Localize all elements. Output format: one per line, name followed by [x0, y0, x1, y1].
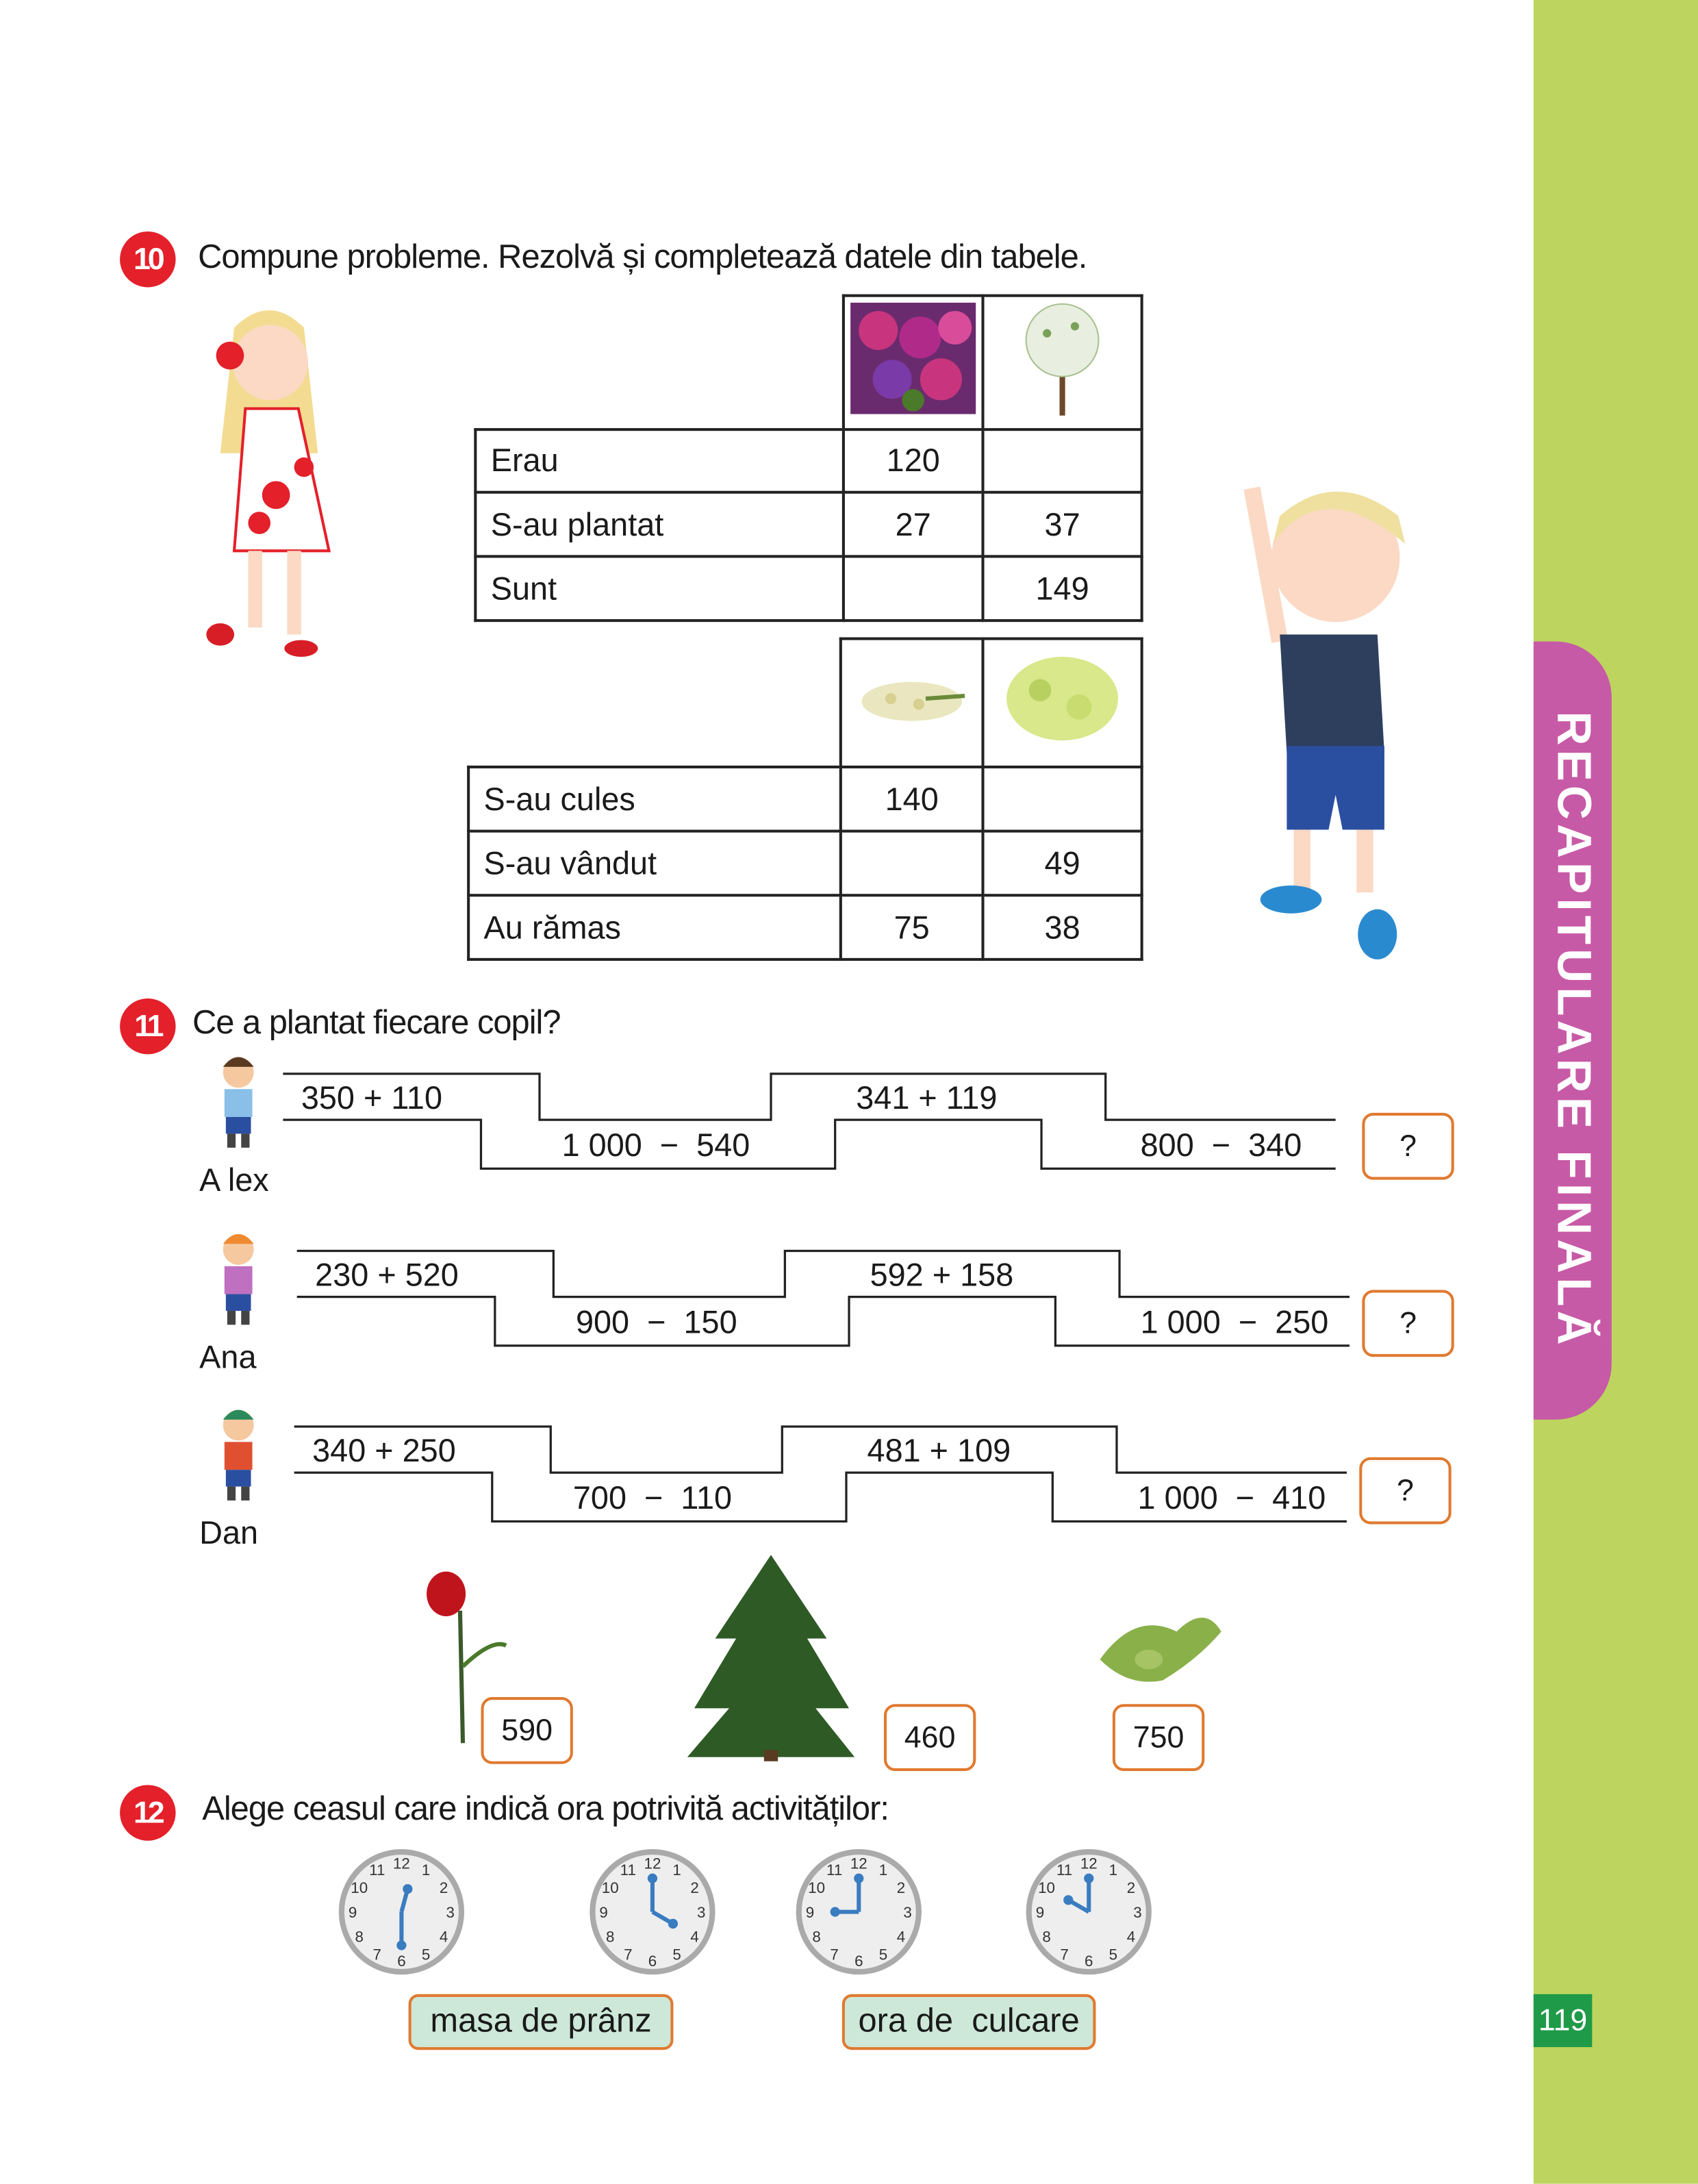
clock-numeral: 5 — [421, 1946, 431, 1963]
exercise-number-10: 10 — [120, 231, 175, 287]
clock-numeral: 8 — [355, 1928, 364, 1946]
expression: 900 − 150 — [575, 1303, 737, 1340]
expression: 1 000 − 410 — [1137, 1479, 1326, 1516]
expression: 592 + 158 — [870, 1256, 1014, 1293]
clock-numeral: 7 — [372, 1946, 382, 1963]
fir-tree-image — [687, 1555, 857, 1763]
clock-numeral: 3 — [696, 1903, 706, 1921]
clock-numeral: 1 — [1108, 1861, 1118, 1879]
activity-label-lunch[interactable]: masa de prânz — [409, 1994, 674, 2050]
answer-box[interactable]: ? — [1362, 1290, 1454, 1357]
clock-numeral: 4 — [439, 1928, 448, 1946]
clock-numeral: 12 — [392, 1855, 410, 1872]
answer-box[interactable]: ? — [1359, 1457, 1451, 1524]
clock-numeral: 4 — [1126, 1928, 1136, 1946]
row-label: Erau — [475, 429, 844, 492]
clock-numeral: 7 — [830, 1946, 839, 1963]
clock-numeral: 2 — [1126, 1879, 1136, 1897]
clock-option[interactable] — [338, 1848, 466, 1976]
exercise-12-instruction: Alege ceasul care indică ora potrivită activităților: — [202, 1790, 889, 1829]
cell-value[interactable]: 37 — [983, 492, 1142, 557]
clock-numeral: 7 — [624, 1946, 633, 1963]
clock-numeral: 10 — [808, 1879, 826, 1897]
clock-numeral: 1 — [672, 1861, 681, 1879]
row-label: Au rămas — [468, 895, 841, 959]
clock-numeral: 12 — [644, 1855, 661, 1872]
clock-numeral: 4 — [896, 1928, 906, 1946]
clock-numeral: 11 — [826, 1861, 843, 1879]
clock-numeral: 6 — [397, 1953, 406, 1970]
expression: 340 + 250 — [312, 1432, 456, 1469]
clock-numeral: 1 — [878, 1861, 888, 1879]
child-name: Ana — [199, 1338, 257, 1375]
minute-hand-tip — [854, 1874, 863, 1883]
row-label: S-au plantat — [475, 492, 844, 557]
expression: 230 + 520 — [315, 1256, 459, 1293]
hour-hand-tip — [403, 1884, 412, 1894]
clock-numeral: 6 — [648, 1953, 657, 1970]
clock-numeral: 3 — [1133, 1903, 1142, 1921]
clock-numeral: 5 — [672, 1946, 681, 1963]
clock-numeral: 5 — [878, 1946, 888, 1963]
clock-numeral: 10 — [601, 1879, 619, 1897]
expression: 350 + 110 — [301, 1079, 443, 1116]
clock-numeral: 6 — [854, 1953, 863, 1970]
clock-numeral: 2 — [439, 1879, 448, 1897]
section-title: RECAPITULARE FINALĂ — [1547, 712, 1600, 1350]
answer-box-rose: 590 — [481, 1697, 572, 1764]
child-name: A lex — [199, 1162, 269, 1198]
expression: 700 − 110 — [572, 1479, 733, 1516]
cell-value[interactable]: 38 — [983, 895, 1142, 959]
hour-hand-tip — [831, 1907, 840, 1917]
page-number: 119 — [1534, 1994, 1593, 2047]
clock-numeral: 8 — [1042, 1928, 1051, 1946]
clock-numeral: 9 — [805, 1903, 815, 1921]
exercise-11-instruction: Ce a plantat fiecare copil? — [192, 1004, 561, 1042]
cell-value[interactable]: 140 — [841, 767, 983, 831]
clock-numeral: 12 — [850, 1855, 867, 1872]
row-label: Sunt — [475, 556, 844, 620]
clock-numeral: 2 — [896, 1879, 906, 1897]
clock-numeral: 12 — [1080, 1855, 1098, 1872]
child-name: Dan — [199, 1514, 259, 1551]
clock-numeral: 11 — [1056, 1861, 1073, 1879]
answer-box-leaves: 750 — [1113, 1704, 1204, 1771]
answer-box-tree: 460 — [884, 1704, 976, 1771]
exercise-number-12: 12 — [120, 1785, 175, 1840]
clock-numeral: 8 — [605, 1928, 615, 1946]
cell-value[interactable]: 27 — [844, 492, 983, 557]
hour-hand-tip — [668, 1919, 678, 1929]
clock-numeral: 8 — [812, 1928, 821, 1946]
clock-numeral: 9 — [348, 1903, 357, 1921]
clock-numeral: 4 — [690, 1928, 699, 1946]
clock-numeral: 3 — [903, 1903, 912, 1921]
answer-box[interactable]: ? — [1362, 1113, 1454, 1180]
minute-hand-tip — [1084, 1874, 1093, 1883]
clock-numeral: 3 — [446, 1903, 455, 1921]
clock-numeral: 7 — [1060, 1946, 1069, 1963]
clock-numeral: 10 — [1038, 1879, 1055, 1897]
clock-numeral: 11 — [369, 1861, 385, 1879]
cell-value[interactable]: 49 — [983, 831, 1142, 896]
boy-dan-icon — [206, 1405, 270, 1503]
exercise-number-11: 11 — [120, 999, 175, 1054]
cell-value[interactable]: 149 — [983, 556, 1142, 620]
clock-option[interactable] — [1025, 1848, 1153, 1976]
clock-numeral: 1 — [421, 1861, 431, 1879]
activity-label-bedtime[interactable]: ora de culcare — [842, 1994, 1096, 2050]
minute-hand-tip — [396, 1940, 406, 1950]
clock-numeral: 10 — [351, 1879, 368, 1897]
expression: 1 000 − 250 — [1140, 1303, 1329, 1340]
clock-numeral: 2 — [690, 1879, 699, 1897]
oak-leaves-image — [1093, 1604, 1226, 1690]
clock-numeral: 11 — [620, 1861, 636, 1879]
minute-hand-tip — [648, 1874, 657, 1883]
cell-value[interactable]: 120 — [844, 429, 983, 492]
expression: 481 + 109 — [867, 1432, 1011, 1469]
cell-value[interactable]: 75 — [841, 895, 983, 959]
clock-option[interactable] — [795, 1848, 923, 1976]
clock-numeral: 5 — [1108, 1946, 1118, 1963]
expression: 341 + 119 — [856, 1079, 998, 1116]
clock-numeral: 9 — [1035, 1903, 1045, 1921]
row-label: S-au vândut — [468, 831, 841, 896]
clock-numeral: 6 — [1085, 1953, 1093, 1970]
expression: 800 − 340 — [1140, 1127, 1302, 1164]
expression: 1 000 − 540 — [561, 1127, 750, 1164]
exercise-10-instruction: Compune probleme. Rezolvă și completează datele din tabele. — [198, 238, 1087, 277]
clock-option[interactable] — [588, 1848, 716, 1976]
hour-hand-tip — [1063, 1895, 1073, 1905]
clock-numeral: 9 — [599, 1903, 608, 1921]
row-label: S-au cules — [468, 767, 841, 831]
